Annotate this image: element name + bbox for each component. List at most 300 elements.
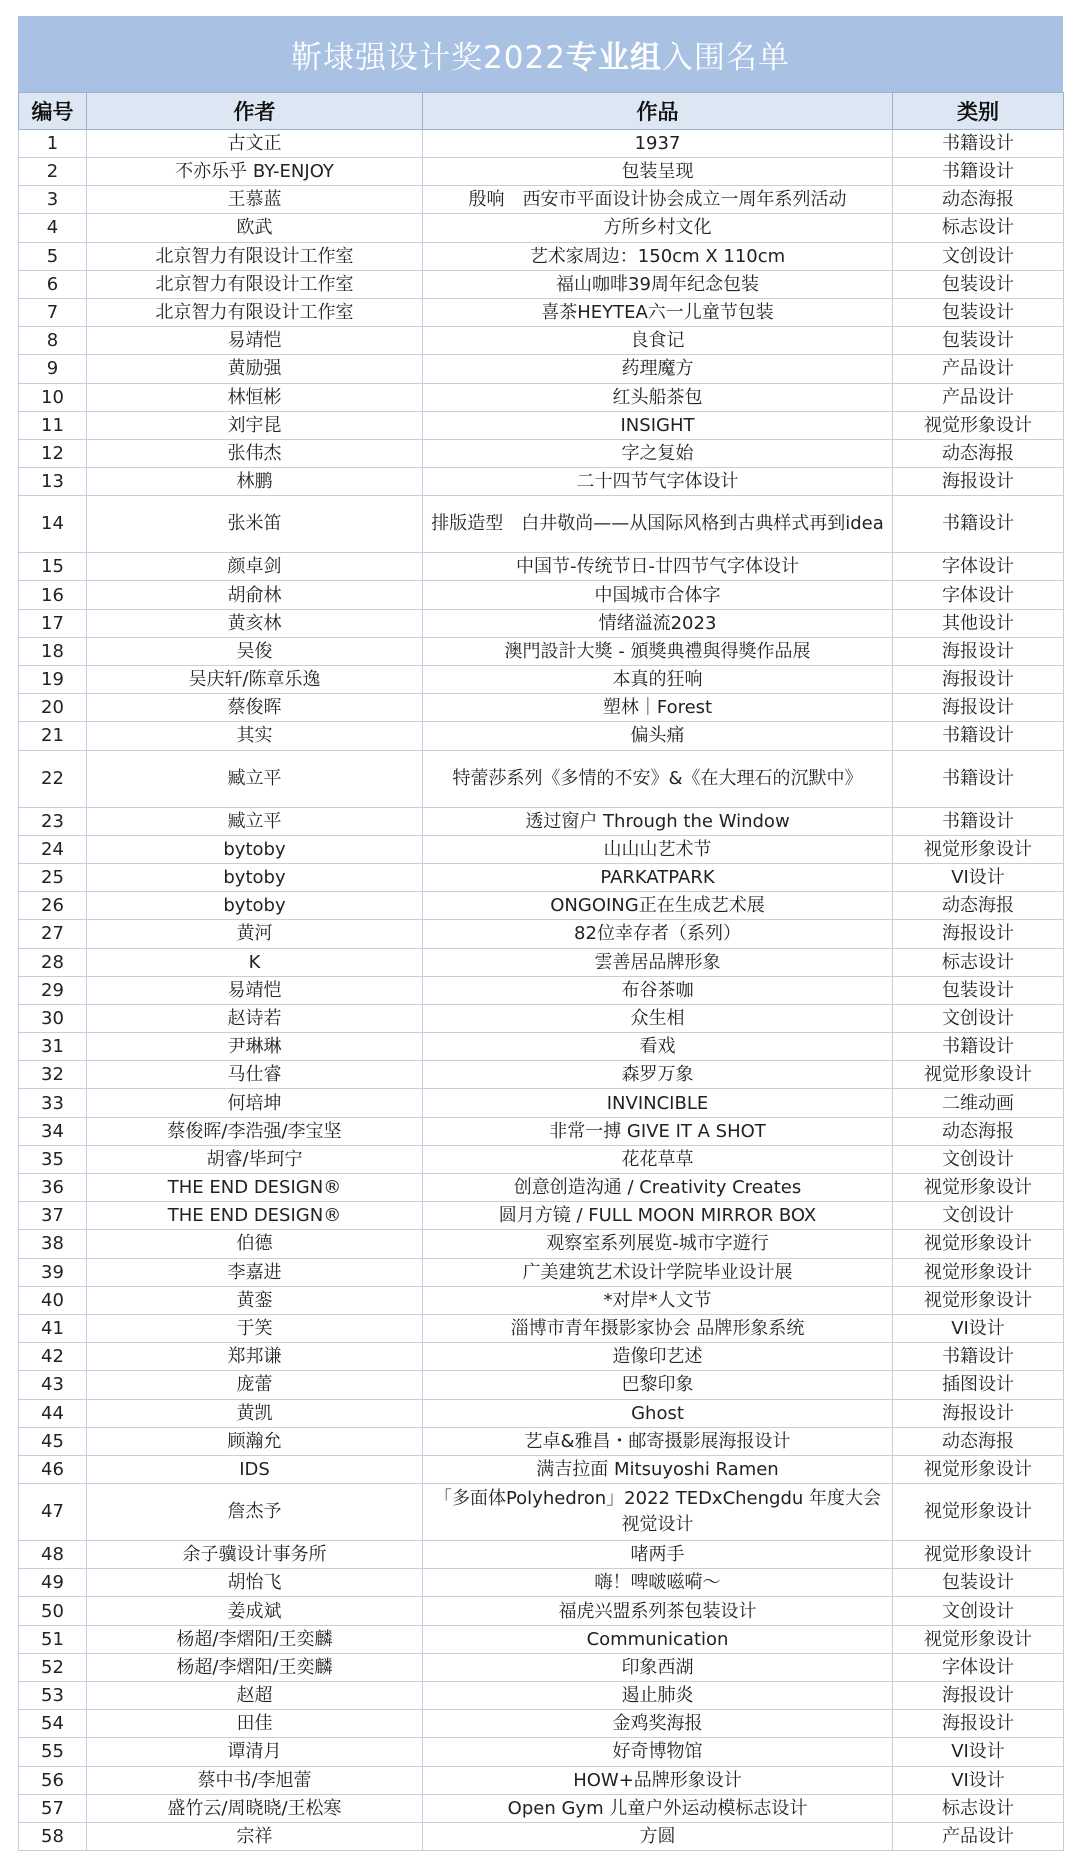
cell-no: 1	[19, 130, 87, 158]
cell-work: 排版造型 白井敬尚——从国际风格到古典样式再到idea	[423, 496, 893, 553]
table-row	[19, 1004, 1064, 1032]
cell-no: 29	[19, 976, 87, 1004]
cell-category: 其他设计	[893, 609, 1064, 637]
cell-author: 尹琳琳	[87, 1033, 423, 1061]
table-row	[19, 1653, 1064, 1681]
cell-work: 1937	[423, 130, 893, 158]
cell-category: 标志设计	[893, 948, 1064, 976]
table-row	[19, 496, 1064, 553]
cell-author: 于笑	[87, 1314, 423, 1342]
cell-author: 盛竹云/周晓晓/王松寒	[87, 1794, 423, 1822]
cell-category: 插图设计	[893, 1371, 1064, 1399]
cell-author: 田佳	[87, 1710, 423, 1738]
cell-work: 山山山艺术节	[423, 835, 893, 863]
table-row	[19, 1258, 1064, 1286]
cell-no: 28	[19, 948, 87, 976]
cell-author: 郑邦谦	[87, 1343, 423, 1371]
cell-category: 文创设计	[893, 1004, 1064, 1032]
cell-category: 产品设计	[893, 383, 1064, 411]
cell-work: 满吉拉面 Mitsuyoshi Ramen	[423, 1455, 893, 1483]
cell-category: 视觉形象设计	[893, 1174, 1064, 1202]
cell-author: 北京智力有限设计工作室	[87, 242, 423, 270]
cell-category: 海报设计	[893, 637, 1064, 665]
cell-work: 森罗万象	[423, 1061, 893, 1089]
cell-work: 巴黎印象	[423, 1371, 893, 1399]
table-row	[19, 948, 1064, 976]
cell-work: 「多面体Polyhedron」2022 TEDxChengdu 年度大会视觉设计	[423, 1484, 893, 1541]
cell-author: 黄励强	[87, 355, 423, 383]
cell-author: 易靖恺	[87, 976, 423, 1004]
cell-category: 包装设计	[893, 327, 1064, 355]
cell-work: 非常一搏 GIVE IT A SHOT	[423, 1117, 893, 1145]
cell-work: Open Gym 儿童户外运动模标志设计	[423, 1794, 893, 1822]
cell-no: 41	[19, 1314, 87, 1342]
cell-no: 32	[19, 1061, 87, 1089]
cell-category: 字体设计	[893, 1653, 1064, 1681]
cell-category: 包装设计	[893, 1569, 1064, 1597]
cell-author: 黄河	[87, 920, 423, 948]
cell-category: 二维动画	[893, 1089, 1064, 1117]
cell-work: 创意创造沟通 / Creativity Creates	[423, 1174, 893, 1202]
cell-category: 包装设计	[893, 298, 1064, 326]
cell-no: 5	[19, 242, 87, 270]
table-row	[19, 1822, 1064, 1850]
table-row	[19, 1569, 1064, 1597]
cell-category: 海报设计	[893, 920, 1064, 948]
table-row	[19, 1061, 1064, 1089]
cell-author: K	[87, 948, 423, 976]
cell-work: 众生相	[423, 1004, 893, 1032]
cell-no: 33	[19, 1089, 87, 1117]
cell-category: 视觉形象设计	[893, 1484, 1064, 1541]
cell-work: 雲善居品牌形象	[423, 948, 893, 976]
cell-work: 印象西湖	[423, 1653, 893, 1681]
cell-category: 书籍设计	[893, 722, 1064, 750]
table-row	[19, 1710, 1064, 1738]
cell-category: 动态海报	[893, 892, 1064, 920]
cell-category: 视觉形象设计	[893, 411, 1064, 439]
table-row	[19, 553, 1064, 581]
cell-category: 包装设计	[893, 270, 1064, 298]
cell-category: 字体设计	[893, 553, 1064, 581]
cell-no: 39	[19, 1258, 87, 1286]
table-row	[19, 1738, 1064, 1766]
cell-author: 其实	[87, 722, 423, 750]
cell-author: 何培坤	[87, 1089, 423, 1117]
cell-work: 看戏	[423, 1033, 893, 1061]
cell-no: 55	[19, 1738, 87, 1766]
cell-category: 文创设计	[893, 1597, 1064, 1625]
cell-work: 良食记	[423, 327, 893, 355]
cell-no: 10	[19, 383, 87, 411]
table-row	[19, 383, 1064, 411]
cell-category: 海报设计	[893, 1399, 1064, 1427]
cell-author: bytoby	[87, 863, 423, 891]
cell-no: 53	[19, 1682, 87, 1710]
table-row	[19, 1145, 1064, 1173]
cell-no: 56	[19, 1766, 87, 1794]
cell-category: 动态海报	[893, 439, 1064, 467]
cell-category: 标志设计	[893, 214, 1064, 242]
cell-work: 本真的狂响	[423, 666, 893, 694]
table-row	[19, 411, 1064, 439]
cell-no: 23	[19, 807, 87, 835]
cell-no: 30	[19, 1004, 87, 1032]
cell-work: 嗨！啤啵嗞嗬～	[423, 1569, 893, 1597]
cell-author: 张伟杰	[87, 439, 423, 467]
table-row	[19, 1794, 1064, 1822]
table-body	[19, 130, 1064, 1851]
cell-no: 46	[19, 1455, 87, 1483]
cell-no: 18	[19, 637, 87, 665]
cell-category: 产品设计	[893, 355, 1064, 383]
cell-author: 王慕蓝	[87, 186, 423, 214]
cell-author: 颜卓剑	[87, 553, 423, 581]
cell-author: 李嘉进	[87, 1258, 423, 1286]
cell-category: 书籍设计	[893, 750, 1064, 807]
cell-work: 好奇博物馆	[423, 1738, 893, 1766]
cell-no: 19	[19, 666, 87, 694]
table-row	[19, 270, 1064, 298]
cell-category: 书籍设计	[893, 1343, 1064, 1371]
cell-category: 书籍设计	[893, 130, 1064, 158]
cell-category: 书籍设计	[893, 1033, 1064, 1061]
cell-work: 花花草草	[423, 1145, 893, 1173]
cell-work: HOW+品牌形象设计	[423, 1766, 893, 1794]
table-row	[19, 1117, 1064, 1145]
table-row	[19, 439, 1064, 467]
cell-author: THE END DESIGN®	[87, 1202, 423, 1230]
header-no: 编号	[19, 93, 87, 130]
cell-category: 字体设计	[893, 581, 1064, 609]
header-row	[19, 93, 1064, 130]
cell-author: 杨超/李熠阳/王奕麟	[87, 1625, 423, 1653]
cell-no: 35	[19, 1145, 87, 1173]
cell-no: 58	[19, 1822, 87, 1850]
cell-no: 42	[19, 1343, 87, 1371]
cell-author: 马仕睿	[87, 1061, 423, 1089]
cell-no: 8	[19, 327, 87, 355]
cell-no: 12	[19, 439, 87, 467]
table-row	[19, 130, 1064, 158]
cell-author: 林恒彬	[87, 383, 423, 411]
cell-work: Communication	[423, 1625, 893, 1653]
cell-category: VI设计	[893, 1738, 1064, 1766]
header-author: 作者	[87, 93, 423, 130]
cell-category: 视觉形象设计	[893, 1061, 1064, 1089]
cell-no: 6	[19, 270, 87, 298]
cell-author: bytoby	[87, 835, 423, 863]
cell-work: PARKATPARK	[423, 863, 893, 891]
cell-author: 蔡俊晖/李浩强/李宝坚	[87, 1117, 423, 1145]
cell-no: 27	[19, 920, 87, 948]
table-row	[19, 1541, 1064, 1569]
cell-work: 塑林｜Forest	[423, 694, 893, 722]
cell-work: 福山咖啡39周年纪念包装	[423, 270, 893, 298]
cell-no: 36	[19, 1174, 87, 1202]
cell-author: 黄銮	[87, 1286, 423, 1314]
cell-work: 偏头痛	[423, 722, 893, 750]
cell-author: 胡怡飞	[87, 1569, 423, 1597]
table-row	[19, 835, 1064, 863]
cell-no: 40	[19, 1286, 87, 1314]
table-row	[19, 1174, 1064, 1202]
cell-work: 广美建筑艺术设计学院毕业设计展	[423, 1258, 893, 1286]
cell-category: 文创设计	[893, 1145, 1064, 1173]
cell-category: 包装设计	[893, 976, 1064, 1004]
table-row	[19, 214, 1064, 242]
cell-no: 44	[19, 1399, 87, 1427]
title-bold: 专业组	[565, 39, 662, 76]
cell-author: 胡睿/毕珂宁	[87, 1145, 423, 1173]
cell-category: VI设计	[893, 863, 1064, 891]
cell-author: IDS	[87, 1455, 423, 1483]
table-row	[19, 1314, 1064, 1342]
cell-work: 艺术家周边：150cm X 110cm	[423, 242, 893, 270]
cell-work: 澳門設計大獎 - 頒獎典禮與得獎作品展	[423, 637, 893, 665]
cell-no: 26	[19, 892, 87, 920]
cell-category: 海报设计	[893, 666, 1064, 694]
cell-author: 顾瀚允	[87, 1427, 423, 1455]
cell-category: VI设计	[893, 1314, 1064, 1342]
cell-category: 海报设计	[893, 468, 1064, 496]
table-row	[19, 976, 1064, 1004]
cell-work: 82位幸存者（系列）	[423, 920, 893, 948]
header-work: 作品	[423, 93, 893, 130]
cell-no: 3	[19, 186, 87, 214]
table-row	[19, 355, 1064, 383]
cell-category: 动态海报	[893, 1427, 1064, 1455]
cell-no: 37	[19, 1202, 87, 1230]
cell-work: 中国城市合体字	[423, 581, 893, 609]
cell-category: 文创设计	[893, 1202, 1064, 1230]
table-row	[19, 1766, 1064, 1794]
cell-author: 胡俞林	[87, 581, 423, 609]
cell-category: 文创设计	[893, 242, 1064, 270]
table-row	[19, 1230, 1064, 1258]
cell-author: 林鹏	[87, 468, 423, 496]
cell-category: 视觉形象设计	[893, 1258, 1064, 1286]
table-row	[19, 666, 1064, 694]
table-row	[19, 863, 1064, 891]
cell-no: 50	[19, 1597, 87, 1625]
cell-work: 殷响 西安市平面设计协会成立一周年系列活动	[423, 186, 893, 214]
header-category: 类别	[893, 93, 1064, 130]
cell-work: 透过窗户 Through the Window	[423, 807, 893, 835]
table-row	[19, 327, 1064, 355]
cell-author: bytoby	[87, 892, 423, 920]
cell-work: 金鸡奖海报	[423, 1710, 893, 1738]
cell-category: 视觉形象设计	[893, 835, 1064, 863]
cell-no: 34	[19, 1117, 87, 1145]
cell-no: 14	[19, 496, 87, 553]
cell-category: 书籍设计	[893, 496, 1064, 553]
cell-author: 黄凯	[87, 1399, 423, 1427]
cell-category: 产品设计	[893, 1822, 1064, 1850]
cell-category: 海报设计	[893, 1682, 1064, 1710]
cell-author: 宗祥	[87, 1822, 423, 1850]
cell-no: 38	[19, 1230, 87, 1258]
cell-work: 包装呈现	[423, 158, 893, 186]
cell-work: 圆月方镜 / FULL MOON MIRROR BOX	[423, 1202, 893, 1230]
cell-no: 45	[19, 1427, 87, 1455]
title-banner	[18, 16, 1063, 92]
cell-no: 54	[19, 1710, 87, 1738]
table-row	[19, 1343, 1064, 1371]
cell-category: VI设计	[893, 1766, 1064, 1794]
cell-category: 海报设计	[893, 1710, 1064, 1738]
cell-no: 43	[19, 1371, 87, 1399]
cell-no: 31	[19, 1033, 87, 1061]
table-row	[19, 581, 1064, 609]
cell-work: 啫两手	[423, 1541, 893, 1569]
cell-author: 余子骥设计事务所	[87, 1541, 423, 1569]
cell-category: 海报设计	[893, 694, 1064, 722]
cell-no: 49	[19, 1569, 87, 1597]
cell-no: 9	[19, 355, 87, 383]
cell-category: 书籍设计	[893, 158, 1064, 186]
cell-work: *对岸*人文节	[423, 1286, 893, 1314]
cell-no: 13	[19, 468, 87, 496]
cell-work: 造像印艺述	[423, 1343, 893, 1371]
cell-work: 二十四节气字体设计	[423, 468, 893, 496]
table-row	[19, 468, 1064, 496]
cell-author: 北京智力有限设计工作室	[87, 270, 423, 298]
cell-work: 遏止肺炎	[423, 1682, 893, 1710]
table-row	[19, 1484, 1064, 1541]
cell-author: 欧武	[87, 214, 423, 242]
cell-no: 25	[19, 863, 87, 891]
table-row	[19, 750, 1064, 807]
table-row	[19, 1371, 1064, 1399]
cell-no: 20	[19, 694, 87, 722]
table-row	[19, 892, 1064, 920]
table-row	[19, 1202, 1064, 1230]
table-row	[19, 1033, 1064, 1061]
cell-author: 刘宇昆	[87, 411, 423, 439]
cell-no: 2	[19, 158, 87, 186]
table-row	[19, 1597, 1064, 1625]
cell-no: 47	[19, 1484, 87, 1541]
cell-author: 张米笛	[87, 496, 423, 553]
cell-author: THE END DESIGN®	[87, 1174, 423, 1202]
table-row	[19, 1286, 1064, 1314]
cell-author: 不亦乐乎 BY-ENJOY	[87, 158, 423, 186]
cell-author: 吴俊	[87, 637, 423, 665]
cell-author: 臧立平	[87, 750, 423, 807]
table-row	[19, 609, 1064, 637]
table-row	[19, 920, 1064, 948]
cell-author: 庞蕾	[87, 1371, 423, 1399]
cell-work: INSIGHT	[423, 411, 893, 439]
table-row	[19, 1399, 1064, 1427]
table-row	[19, 1089, 1064, 1117]
cell-author: 臧立平	[87, 807, 423, 835]
cell-author: 古文正	[87, 130, 423, 158]
cell-no: 57	[19, 1794, 87, 1822]
cell-category: 标志设计	[893, 1794, 1064, 1822]
cell-author: 蔡中书/李旭蕾	[87, 1766, 423, 1794]
cell-work: INVINCIBLE	[423, 1089, 893, 1117]
cell-category: 视觉形象设计	[893, 1455, 1064, 1483]
cell-author: 吴庆轩/陈章乐逸	[87, 666, 423, 694]
table-row	[19, 158, 1064, 186]
table-row	[19, 1625, 1064, 1653]
title-suffix: 入围名单	[661, 39, 790, 76]
table-row	[19, 694, 1064, 722]
table-row	[19, 807, 1064, 835]
cell-work: 中国节-传统节日-廿四节气字体设计	[423, 553, 893, 581]
table-row	[19, 1427, 1064, 1455]
cell-no: 48	[19, 1541, 87, 1569]
cell-no: 21	[19, 722, 87, 750]
cell-author: 詹杰予	[87, 1484, 423, 1541]
cell-work: ONGOING正在生成艺术展	[423, 892, 893, 920]
cell-no: 51	[19, 1625, 87, 1653]
cell-author: 赵诗若	[87, 1004, 423, 1032]
cell-no: 24	[19, 835, 87, 863]
table-row	[19, 186, 1064, 214]
cell-work: 艺卓&雅昌・邮寄摄影展海报设计	[423, 1427, 893, 1455]
cell-category: 书籍设计	[893, 807, 1064, 835]
cell-work: 方所乡村文化	[423, 214, 893, 242]
cell-author: 伯德	[87, 1230, 423, 1258]
cell-work: Ghost	[423, 1399, 893, 1427]
table-row	[19, 1682, 1064, 1710]
table-row	[19, 242, 1064, 270]
cell-no: 22	[19, 750, 87, 807]
cell-work: 布谷茶咖	[423, 976, 893, 1004]
cell-work: 红头船茶包	[423, 383, 893, 411]
cell-no: 4	[19, 214, 87, 242]
table-row	[19, 722, 1064, 750]
cell-work: 药理魔方	[423, 355, 893, 383]
cell-work: 特蕾莎系列《多情的不安》&《在大理石的沉默中》	[423, 750, 893, 807]
cell-work: 喜茶HEYTEA六一儿童节包装	[423, 298, 893, 326]
cell-no: 52	[19, 1653, 87, 1681]
cell-work: 方圆	[423, 1822, 893, 1850]
cell-author: 蔡俊晖	[87, 694, 423, 722]
cell-work: 福虎兴盟系列茶包装设计	[423, 1597, 893, 1625]
cell-author: 姜成斌	[87, 1597, 423, 1625]
cell-author: 黄亥林	[87, 609, 423, 637]
finalist-table	[18, 92, 1064, 1851]
cell-author: 杨超/李熠阳/王奕麟	[87, 1653, 423, 1681]
cell-author: 赵超	[87, 1682, 423, 1710]
cell-author: 易靖恺	[87, 327, 423, 355]
cell-category: 视觉形象设计	[893, 1230, 1064, 1258]
cell-category: 动态海报	[893, 1117, 1064, 1145]
table-row	[19, 1455, 1064, 1483]
cell-work: 观察室系列展览-城市字遊行	[423, 1230, 893, 1258]
cell-work: 字之复始	[423, 439, 893, 467]
cell-no: 7	[19, 298, 87, 326]
cell-category: 视觉形象设计	[893, 1625, 1064, 1653]
table-row	[19, 637, 1064, 665]
cell-category: 视觉形象设计	[893, 1286, 1064, 1314]
cell-no: 17	[19, 609, 87, 637]
cell-no: 16	[19, 581, 87, 609]
cell-category: 动态海报	[893, 186, 1064, 214]
cell-author: 谭清月	[87, 1738, 423, 1766]
cell-author: 北京智力有限设计工作室	[87, 298, 423, 326]
table-row	[19, 298, 1064, 326]
cell-no: 15	[19, 553, 87, 581]
cell-work: 情绪溢流2023	[423, 609, 893, 637]
cell-work: 淄博市青年摄影家协会 品牌形象系统	[423, 1314, 893, 1342]
cell-no: 11	[19, 411, 87, 439]
title-prefix: 靳埭强设计奖2022	[291, 39, 566, 76]
